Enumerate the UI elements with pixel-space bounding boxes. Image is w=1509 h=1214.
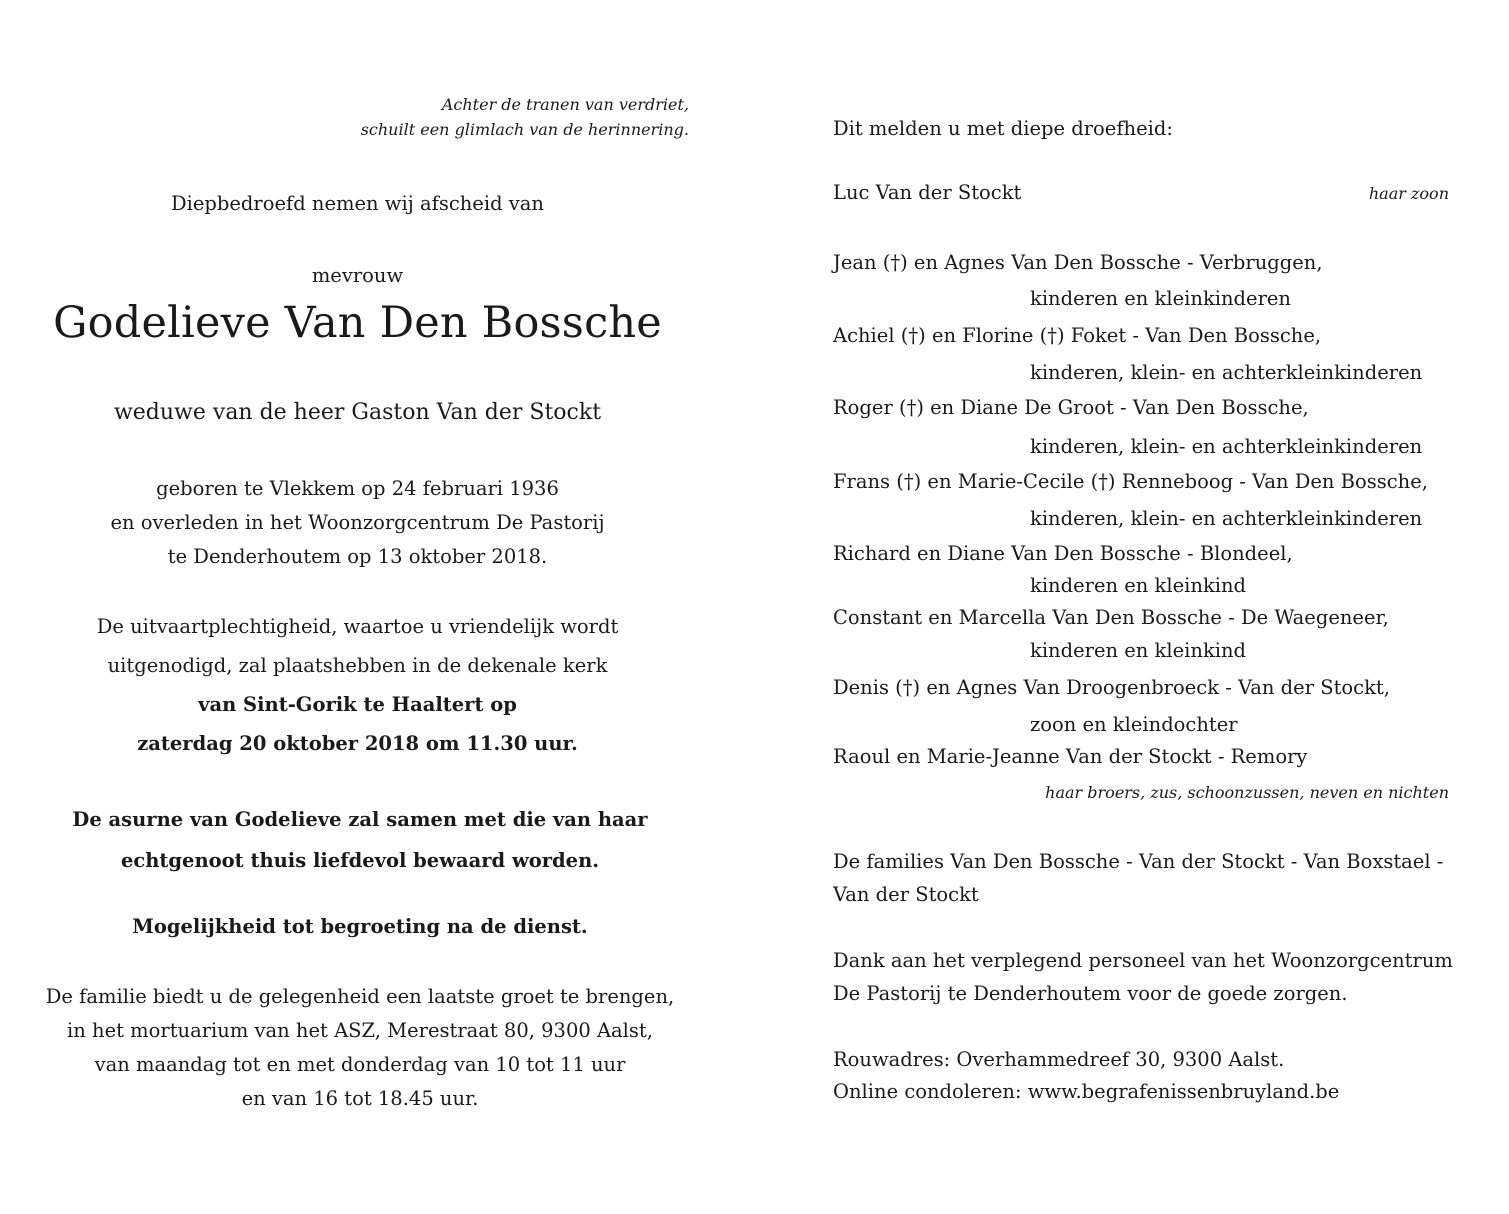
honorific: mevrouw: [311, 264, 404, 287]
son-relation: haar zoon: [1368, 184, 1449, 203]
son-name: Luc Van der Stockt: [833, 181, 1022, 204]
family-sub: kinderen, klein- en achterkleinkinderen: [1030, 361, 1423, 384]
family-entry: Jean (†) en Agnes Van Den Bossche - Verbruggen,: [833, 251, 1323, 274]
widow-line: weduwe van de heer Gaston Van der Stockt: [113, 400, 602, 425]
funeral-line: uitgenodigd, zal plaatshebben in de dekenale kerk: [107, 654, 608, 677]
intro-text: Diepbedroefd nemen wij afscheid van: [171, 192, 544, 215]
quote-line: schuilt een glimlach van de herinnering.: [360, 120, 689, 139]
family-sub: kinderen en kleinkind: [1030, 639, 1247, 662]
urn-notice: [40, 799, 680, 881]
family-entry: Denis (†) en Agnes Van Droogenbroeck - Van der Stockt,: [833, 676, 1390, 699]
online-condolence: Online condoleren: www.begrafenissenbruyland.be: [833, 1080, 1340, 1103]
memorial-quote: [361, 92, 689, 142]
funeral-details: [40, 607, 675, 763]
family-entry: Constant en Marcella Van Den Bossche - De Waegeneer,: [833, 606, 1389, 629]
visit-line: en van 16 tot 18.45 uur.: [241, 1087, 479, 1110]
families-general: [833, 845, 1443, 911]
thanks-note: [833, 944, 1453, 1010]
family-sub: kinderen en kleinkind: [1030, 574, 1247, 597]
family-entry: Richard en Diane Van Den Bossche - Blondeel,: [833, 542, 1293, 565]
urn-line: De asurne van Godelieve zal samen met die van haar: [72, 808, 648, 831]
detail-line: geboren te Vlekkem op 24 februari 1936: [156, 477, 559, 500]
visit-line: De familie biedt u de gelegenheid een laatste groet te brengen,: [45, 985, 675, 1008]
mourning-address: Rouwadres: Overhammedreef 30, 9300 Aalst.: [833, 1048, 1285, 1071]
family-entry: Achiel (†) en Florine (†) Foket - Van Den Bossche,: [833, 324, 1322, 347]
family-sub: zoon en kleindochter: [1030, 713, 1238, 736]
family-entry: Frans (†) en Marie-Cecile (†) Renneboog - Van Den Bossche,: [833, 470, 1428, 493]
family-sub: kinderen en kleinkinderen: [1030, 287, 1291, 310]
thanks-line: De Pastorij te Denderhoutem voor de goede zorgen.: [833, 982, 1348, 1005]
visitation-details: [40, 980, 680, 1116]
family-sub: kinderen, klein- en achterkleinkinderen: [1030, 435, 1423, 458]
family-entry: Roger (†) en Diane De Groot - Van Den Bossche,: [833, 396, 1309, 419]
contact-details: [833, 1044, 1339, 1108]
families-line: Van der Stockt: [833, 883, 979, 906]
visit-line: van maandag tot en met donderdag van 10 tot 11 uur: [94, 1053, 626, 1076]
deceased-name: Godelieve Van Den Bossche: [53, 298, 662, 348]
detail-line: en overleden in het Woonzorgcentrum De Pastorij: [110, 511, 605, 534]
family-entry: Raoul en Marie-Jeanne Van der Stockt - Remory: [833, 745, 1308, 768]
funeral-datetime: zaterdag 20 oktober 2018 om 11.30 uur.: [137, 732, 578, 755]
thanks-line: Dank aan het verplegend personeel van het Woonzorgcentrum: [833, 949, 1453, 972]
family-sub: kinderen, klein- en achterkleinkinderen: [1030, 507, 1423, 530]
visit-line: in het mortuarium van het ASZ, Merestraat 80, 9300 Aalst,: [67, 1019, 653, 1042]
funeral-line: De uitvaartplechtigheid, waartoe u vriendelijk wordt: [96, 615, 619, 638]
families-line: De families Van Den Bossche - Van der Stockt - Van Boxstael -: [833, 850, 1444, 873]
greeting-notice: Mogelijkheid tot begroeting na de dienst.: [132, 915, 588, 938]
urn-line: echtgenoot thuis liefdevol bewaard worden.: [120, 849, 600, 872]
announcement-intro: Dit melden u met diepe droefheid:: [833, 117, 1173, 140]
quote-line: Achter de tranen van verdriet,: [441, 95, 689, 114]
birth-death-details: [40, 472, 675, 574]
detail-line: te Denderhoutem op 13 oktober 2018.: [167, 545, 548, 568]
siblings-note: haar broers, zus, schoonzussen, neven en nichten: [1045, 783, 1449, 802]
funeral-location: van Sint-Gorik te Haaltert op: [198, 693, 517, 716]
